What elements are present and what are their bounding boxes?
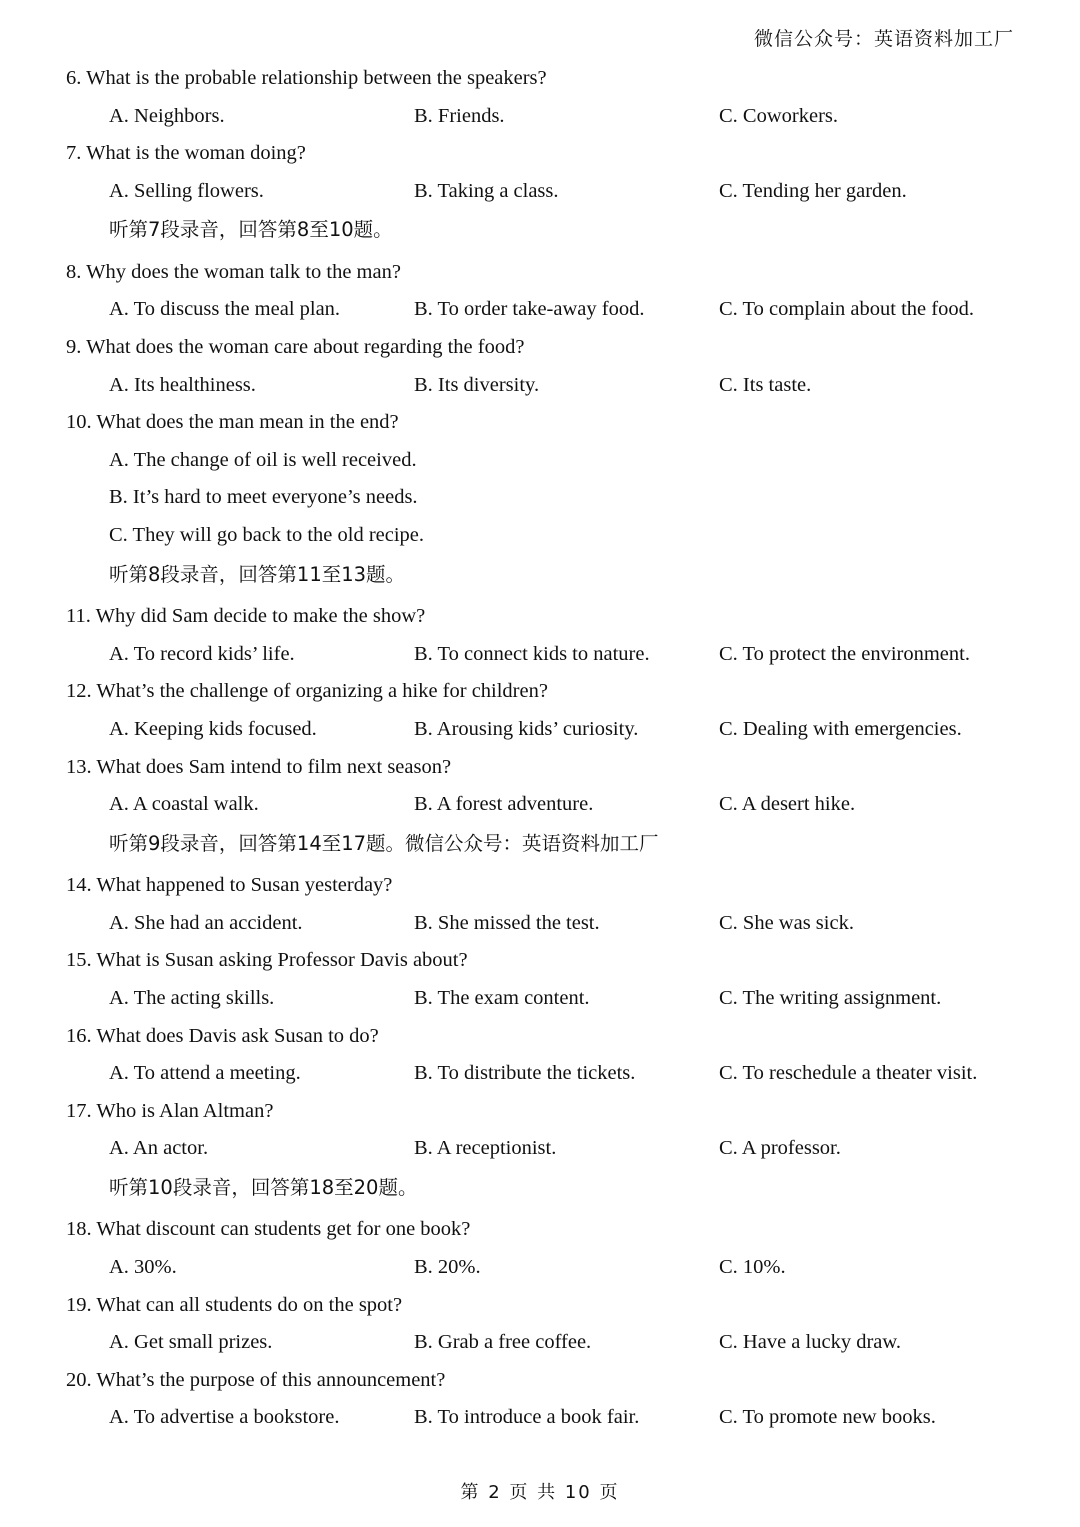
option-a: A. Its healthiness. — [109, 373, 256, 396]
listening-instruction: 听第9段录音，回答第14至17题。微信公众号：英语资料加工厂 — [109, 831, 659, 855]
option-c: C. To protect the environment. — [719, 642, 970, 665]
option-row — [66, 1399, 1026, 1437]
option-a: A. Keeping kids focused. — [109, 717, 317, 740]
question-text: 9. What does the woman care about regarding the food? — [66, 336, 525, 359]
option-a: A. Neighbors. — [109, 104, 225, 127]
option-row — [66, 1055, 1026, 1093]
question-text: 7. What is the woman doing? — [66, 142, 306, 165]
question-text: 11. Why did Sam decide to make the show? — [66, 605, 426, 628]
option-c: C. Tending her garden. — [719, 179, 907, 202]
option-row — [66, 98, 1026, 136]
option-c: C. Its taste. — [719, 373, 812, 396]
listening-instruction: 听第8段录音，回答第11至13题。 — [109, 562, 406, 586]
option-c: C. Dealing with emergencies. — [719, 717, 962, 740]
option-b: B. Taking a class. — [414, 179, 559, 202]
option-a: A. Get small prizes. — [109, 1331, 273, 1354]
option-a: A. To record kids’ life. — [109, 642, 295, 665]
option-row — [66, 1249, 1026, 1287]
option-c: C. A professor. — [719, 1137, 841, 1160]
question-text: 17. Who is Alan Altman? — [66, 1099, 274, 1122]
question-list — [66, 60, 1026, 1437]
option-c: C. Have a lucky draw. — [719, 1331, 901, 1354]
question-text: 8. Why does the woman talk to the man? — [66, 260, 401, 283]
page-footer: 第 2 页 共 10 页 — [460, 1482, 620, 1503]
option-row — [66, 291, 1026, 329]
option-b: B. To order take-away food. — [414, 298, 645, 321]
option-line: B. It’s hard to meet everyone’s needs. — [109, 486, 418, 509]
question-text: 6. What is the probable relationship between the speakers? — [66, 67, 547, 89]
option-a: A. Selling flowers. — [109, 179, 264, 202]
option-b: B. Friends. — [414, 104, 505, 127]
option-c: C. Coworkers. — [719, 104, 839, 127]
option-line: C. They will go back to the old recipe. — [109, 524, 425, 547]
page-header: 微信公众号：英语资料加工厂 — [753, 28, 1014, 50]
question-text: 12. What’s the challenge of organizing a hike for children? — [66, 680, 548, 703]
question-text: 10. What does the man mean in the end? — [66, 411, 399, 434]
option-b: B. Its diversity. — [414, 373, 540, 396]
option-b: B. To distribute the tickets. — [414, 1062, 636, 1085]
option-line: A. The change of oil is well received. — [109, 448, 417, 471]
option-b: B. 20%. — [414, 1256, 481, 1279]
option-a: A. She had an accident. — [109, 911, 303, 934]
question-text: 20. What’s the purpose of this announcement? — [66, 1368, 446, 1391]
option-row — [66, 173, 1026, 211]
option-row — [66, 711, 1026, 749]
option-row — [66, 636, 1026, 674]
option-c: C. The writing assignment. — [719, 986, 942, 1009]
option-c: C. To promote new books. — [719, 1406, 936, 1429]
option-c: C. To reschedule a theater visit. — [719, 1062, 978, 1085]
question-text: 13. What does Sam intend to film next season? — [66, 755, 452, 778]
option-b: B. Arousing kids’ curiosity. — [414, 717, 639, 740]
question-text: 16. What does Davis ask Susan to do? — [66, 1024, 379, 1047]
option-a: A. To discuss the meal plan. — [109, 298, 341, 321]
option-b: B. A receptionist. — [414, 1137, 557, 1160]
option-b: B. A forest adventure. — [414, 793, 594, 816]
option-c: C. To complain about the food. — [719, 298, 974, 321]
option-b: B. To connect kids to nature. — [414, 642, 650, 665]
option-c: C. A desert hike. — [719, 793, 856, 816]
question-text: 19. What can all students do on the spot? — [66, 1293, 403, 1316]
option-b: B. Grab a free coffee. — [414, 1331, 592, 1354]
option-a: A. The acting skills. — [109, 986, 275, 1009]
option-c: C. She was sick. — [719, 911, 854, 934]
option-row — [66, 905, 1026, 943]
listening-instruction: 听第7段录音，回答第8至10题。 — [109, 218, 393, 242]
option-b: B. She missed the test. — [414, 911, 600, 934]
option-row — [66, 980, 1026, 1018]
option-b: B. To introduce a book fair. — [414, 1406, 640, 1429]
option-a: A. To attend a meeting. — [109, 1062, 301, 1085]
option-a: A. To advertise a bookstore. — [109, 1406, 340, 1429]
option-row — [66, 367, 1026, 405]
option-c: C. 10%. — [719, 1256, 786, 1279]
listening-instruction: 听第10段录音，回答第18至20题。 — [109, 1175, 418, 1199]
option-row — [66, 786, 1026, 824]
question-text: 18. What discount can students get for one book? — [66, 1218, 471, 1241]
question-text: 15. What is Susan asking Professor Davis about? — [66, 949, 468, 972]
option-a: A. A coastal walk. — [109, 793, 259, 816]
option-row — [66, 1130, 1026, 1168]
option-b: B. The exam content. — [414, 986, 590, 1009]
option-row — [66, 1324, 1026, 1362]
option-a: A. 30%. — [109, 1256, 177, 1279]
question-text: 14. What happened to Susan yesterday? — [66, 874, 393, 897]
option-a: A. An actor. — [109, 1137, 209, 1160]
